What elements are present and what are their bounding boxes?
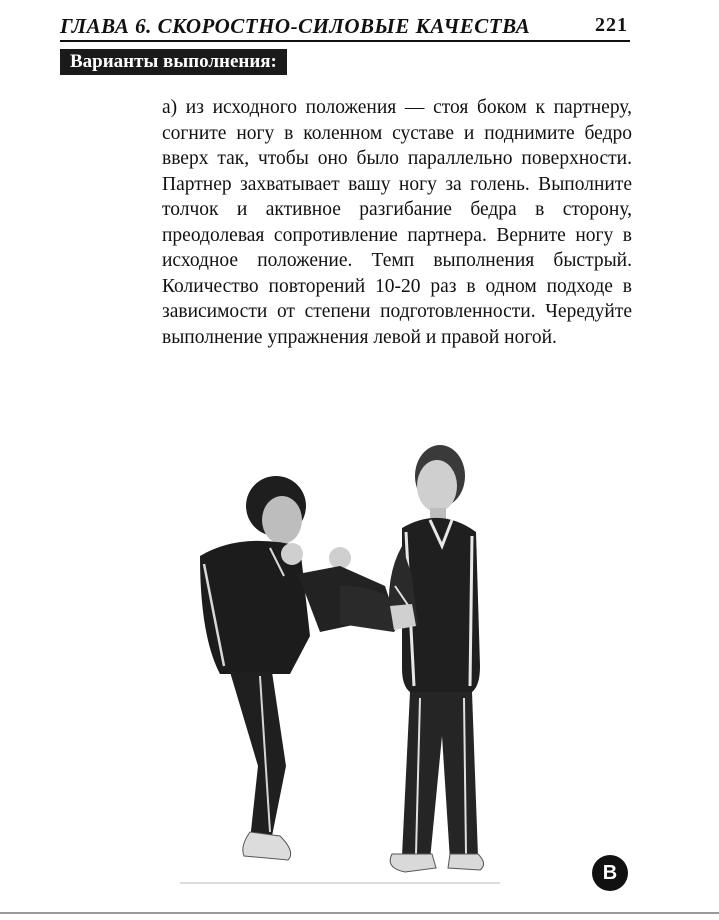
kicker-figure xyxy=(200,476,416,860)
page-number: 221 xyxy=(595,14,628,36)
page-header xyxy=(60,10,630,42)
page-bottom-edge xyxy=(0,912,719,914)
figure-letter-badge: В xyxy=(592,855,628,891)
exercise-photo xyxy=(180,436,500,896)
chapter-title: ГЛАВА 6. СКОРОСТНО-СИЛОВЫЕ КАЧЕСТВА xyxy=(60,14,531,38)
partner-figure xyxy=(389,445,484,872)
section-label: Варианты выполнения: xyxy=(60,49,287,75)
exercise-description: а) из исходного положения — стоя боком к партнеру, согните ногу в коленном суставе и поднимите бедро вверх так, чтобы оно было параллельно поверхности. Партнер захватывает вашу ногу за голень. Выполните толчок и активное разгибание бедра в сторону, преодолевая сопротивление партнера. Верните ногу в исходное положение. Темп выполнения быстрый. Количество повторений 10-20 раз в одном подходе в зависимости от степени подготовленности. Чередуйте выполнение упражнения левой и правой ногой. xyxy=(162,97,632,348)
